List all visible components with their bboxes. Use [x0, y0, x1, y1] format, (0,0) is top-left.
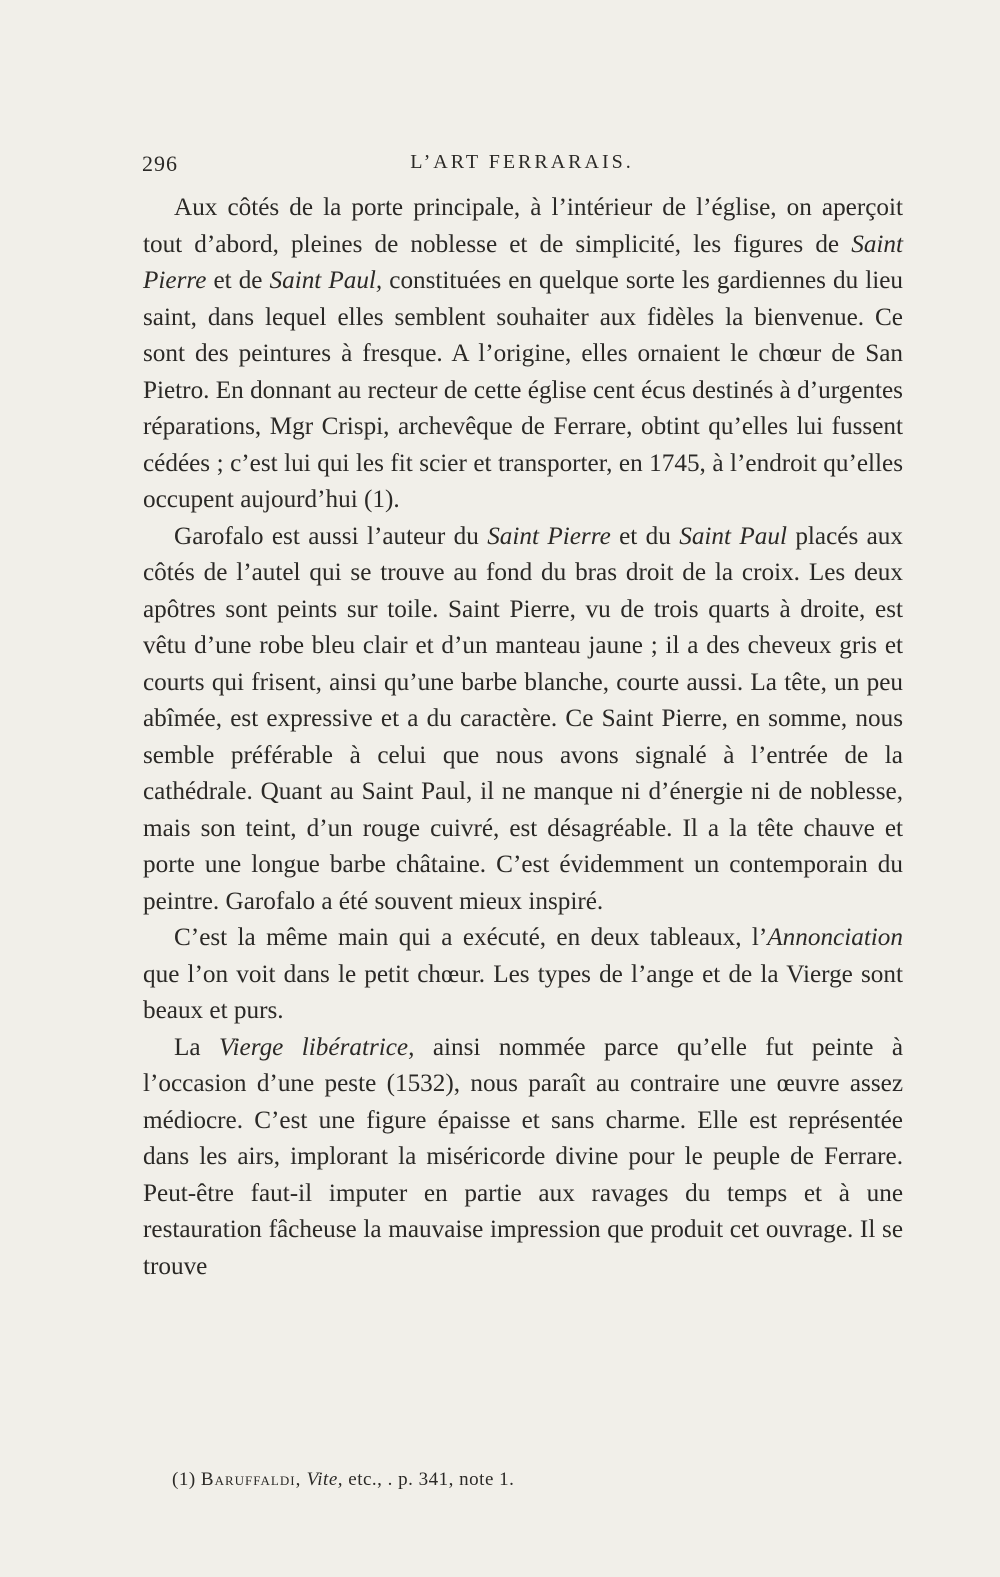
paragraph-4 [143, 1030, 903, 1286]
text-run: Garofalo est aussi l’auteur du [174, 522, 488, 550]
text-run: que l’on voit dans le petit chœur. Les types de l’ange et de la Vierge sont beaux et purs. [143, 960, 903, 1024]
text-run: et de [206, 267, 270, 294]
text-run: et du [610, 522, 680, 550]
paragraph-2 [143, 519, 903, 921]
body-text [143, 190, 903, 1285]
footnote-author: Baruffaldi, [200, 1469, 302, 1490]
footnote-marker: (1) [172, 1469, 196, 1490]
text-run: ainsi nommée parce qu’elle fut peinte à l’occasion d’une peste (1532), nous paraît au contraire une œuvre assez médiocre. C’est une figure épaisse et sans charme. Elle est représentée dans les airs, implorant la miséricorde divine pour le peuple de Ferrare. Peut-être faut-il imputer en partie aux ravages du temps et à une restauration fâcheuse la mauvaise impression que produit cet ouvrage. Il se trouve [143, 1033, 903, 1280]
page-number: 296 [142, 151, 178, 176]
page-header [142, 145, 902, 181]
italic-title: Vierge libératrice, [219, 1033, 415, 1061]
italic-title: Saint Paul [679, 522, 787, 550]
footnote-reference: etc., . p. 341, note 1. [348, 1469, 515, 1490]
text-run: placés aux côtés de l’autel qui se trouve au fond du bras droit de la croix. Les deux apôtres sont peints sur toile. Saint Pierre, vu de trois quarts à droite, est vêtu d’une robe bleu clair et d’un manteau jaune ; il a des cheveux gris et courts qui frisent, ainsi qu’une barbe blanche, courte aussi. La tête, un peu abîmée, est expressive et a du caractère. Ce Saint Pierre, en somme, nous semble préférable à celui que nous avons signalé à l’entrée de la cathédrale. Quant au Saint Paul, il ne manque ni d’énergie ni de noblesse, mais son teint, d’un rouge cuivré, est désagréable. Il a la tête chauve et porte une longue barbe châtaine. C’est évidemment un contemporain du peintre. Garofalo a été souvent mieux inspiré. [143, 522, 903, 915]
paragraph-3 [143, 920, 903, 1030]
italic-title: Saint Pierre [487, 522, 611, 550]
text-run: Aux côtés de la porte principale, à l’intérieur de l’église, on aperçoit tout d’abord, pleines de noblesse et de simplicité, les figures de [143, 194, 903, 258]
text-run: constituées en quelque sorte les gardiennes du lieu saint, dans lequel elles semblent souhaiter aux fidèles la bienvenue. Ce sont des peintures à fresque. A l’origine, elles ornaient le chœur de San Pietro. En donnant au recteur de cette église cent écus destinés à d’urgentes réparations, Mgr Crispi, archevêque de Ferrare, obtint qu’elles lui fussent cédées ; c’est lui qui les fit scier et transporter, en 1745, à l’endroit qu’elles occupent aujourd’hui (1). [143, 267, 904, 513]
italic-title: Saint Paul, [269, 267, 383, 294]
footnote [172, 1469, 902, 1491]
running-title: L’ART FERRARAIS. [410, 151, 634, 173]
paragraph-1 [143, 190, 903, 519]
text-run: La [174, 1033, 220, 1061]
footnote-work: Vite, [306, 1469, 344, 1490]
italic-title: Saint Pierre [143, 230, 903, 294]
text-run: C’est la même main qui a exécuté, en deux tableaux, l’ [174, 924, 768, 951]
italic-title: Annonciation [767, 924, 903, 951]
